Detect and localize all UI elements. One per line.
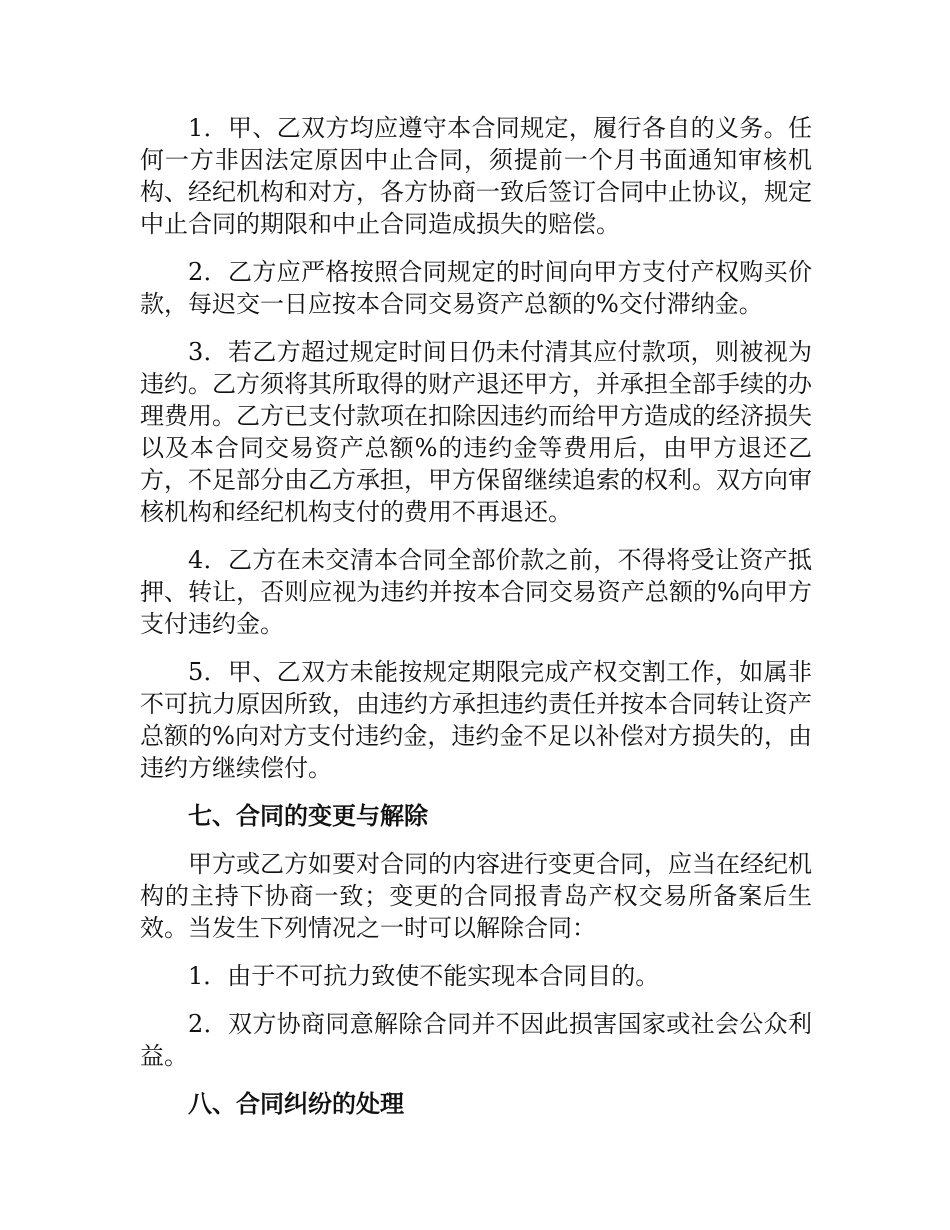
clause-item-1: 1．甲、乙双方均应遵守本合同规定，履行各自的义务。任何一方非因法定原因中止合同，须提前一个月书面通知审核机构、经纪机构和对方，各方协商一致后签订合同中止协议，规定中止合同的期限和中止合同造成损失的赔偿。 xyxy=(140,114,812,238)
clause-item-3: 3．若乙方超过规定时间日仍未付清其应付款项，则被视为违约。乙方须将其所取得的财产退还甲方，并承担全部手续的办理费用。乙方已支付款项在扣除因违约而给甲方造成的经济损失以及本合同交易资产总额%的违约金等费用后，由甲方退还乙方，不足部分由乙方承担，甲方保留继续追索的权利。双方向审核机构和经纪机构支付的费用不再退还。 xyxy=(140,338,812,526)
section-heading-7: 七、合同的变更与解除 xyxy=(188,801,428,830)
section-7-intro: 甲方或乙方如要对合同的内容进行变更合同，应当在经纪机构的主持下协商一致；变更的合同报青岛产权交易所备案后生效。当发生下列情况之一时可以解除合同： xyxy=(140,850,812,942)
termination-item-2: 2．双方协商同意解除合同并不因此损害国家或社会公众利益。 xyxy=(140,1010,812,1070)
document-body xyxy=(140,112,812,1136)
clause-item-2: 2．乙方应严格按照合同规定的时间向甲方支付产权购买价款，每迟交一日应按本合同交易资产总额的%交付滞纳金。 xyxy=(140,258,812,318)
clause-item-4: 4．乙方在未交清本合同全部价款之前，不得将受让资产抵押、转让，否则应视为违约并按本合同交易资产总额的%向甲方支付违约金。 xyxy=(140,546,812,638)
clause-item-5: 5．甲、乙双方未能按规定期限完成产权交割工作，如属非不可抗力原因所致，由违约方承担违约责任并按本合同转让资产总额的%向对方支付违约金，违约金不足以补偿对方损失的，由违约方继续偿付。 xyxy=(140,658,812,782)
section-heading-8: 八、合同纠纷的处理 xyxy=(188,1089,404,1118)
termination-item-1: 1．由于不可抗力致使不能实现本合同目的。 xyxy=(188,962,660,990)
